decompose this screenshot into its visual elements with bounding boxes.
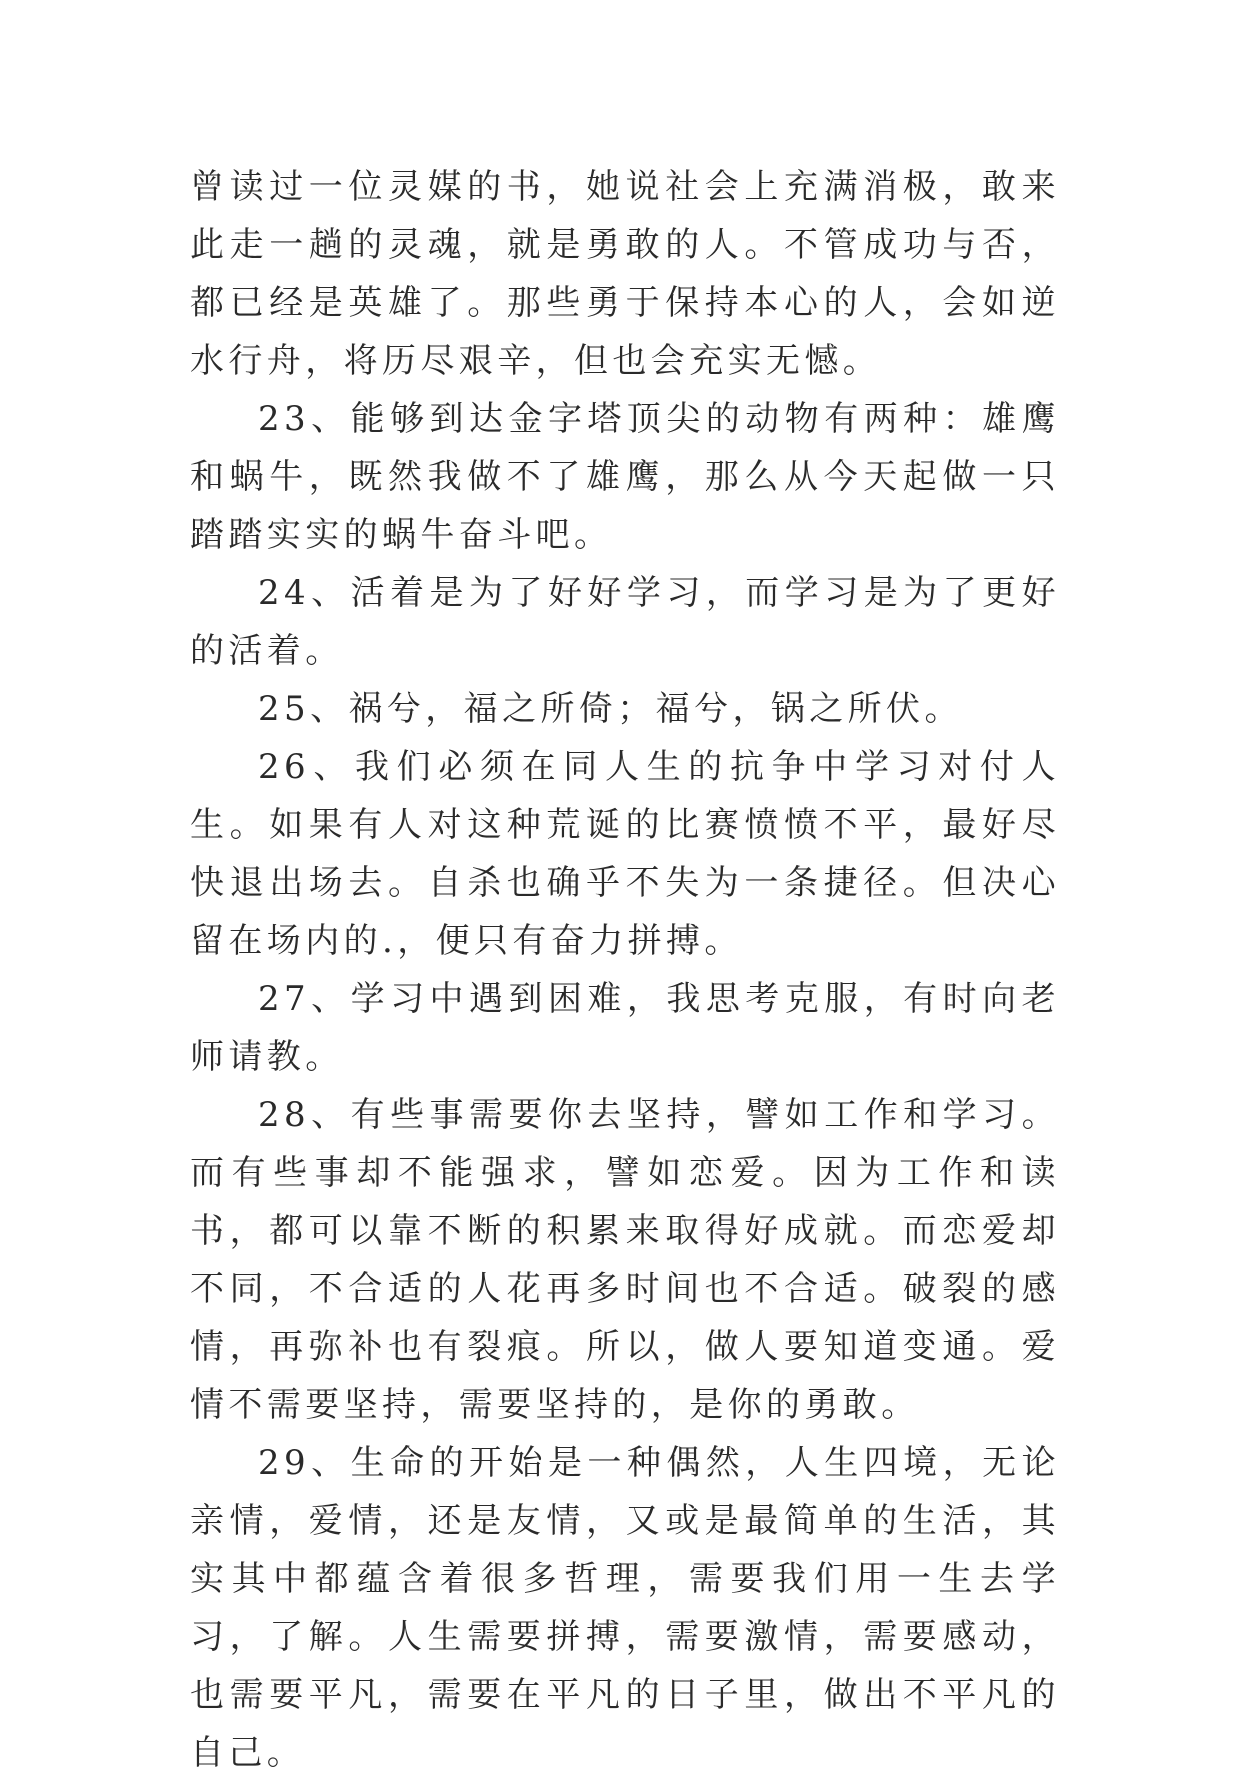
paragraph-23: 23、能够到达金字塔顶尖的动物有两种：雄鹰和蜗牛，既然我做不了雄鹰，那么从今天起做一只踏踏实实的蜗牛奋斗吧。 bbox=[190, 399, 1060, 555]
paragraph-25: 25、祸兮，福之所倚；福兮，锅之所伏。 bbox=[258, 689, 963, 729]
document-body bbox=[190, 158, 1060, 1782]
paragraph-24: 24、活着是为了好好学习，而学习是为了更好的活着。 bbox=[190, 573, 1060, 671]
paragraph-28: 28、有些事需要你去坚持，譬如工作和学习。而有些事却不能强求，譬如恋爱。因为工作和读书，都可以靠不断的积累来取得好成就。而恋爱却不同，不合适的人花再多时间也不合适。破裂的感情，再弥补也有裂痕。所以，做人要知道变通。爱情不需要坚持，需要坚持的，是你的勇敢。 bbox=[190, 1095, 1060, 1425]
paragraph-1: 曾读过一位灵媒的书，她说社会上充满消极，敢来此走一趟的灵魂，就是勇敢的人。不管成功与否，都已经是英雄了。那些勇于保持本心的人，会如逆水行舟，将历尽艰辛，但也会充实无憾。 bbox=[190, 167, 1060, 381]
paragraph-27: 27、学习中遇到困难，我思考克服，有时向老师请教。 bbox=[190, 979, 1060, 1077]
paragraph-26: 26、我们必须在同人生的抗争中学习对付人生。如果有人对这种荒诞的比赛愤愤不平，最好尽快退出场去。自杀也确乎不失为一条捷径。但决心留在场内的.，便只有奋力拼搏。 bbox=[190, 747, 1060, 961]
paragraph-29: 29、生命的开始是一种偶然，人生四境，无论亲情，爱情，还是友情，又或是最简单的生活，其实其中都蕴含着很多哲理，需要我们用一生去学习，了解。人生需要拼搏，需要激情，需要感动，也需要平凡，需要在平凡的日子里，做出不平凡的自己。 bbox=[190, 1443, 1060, 1773]
